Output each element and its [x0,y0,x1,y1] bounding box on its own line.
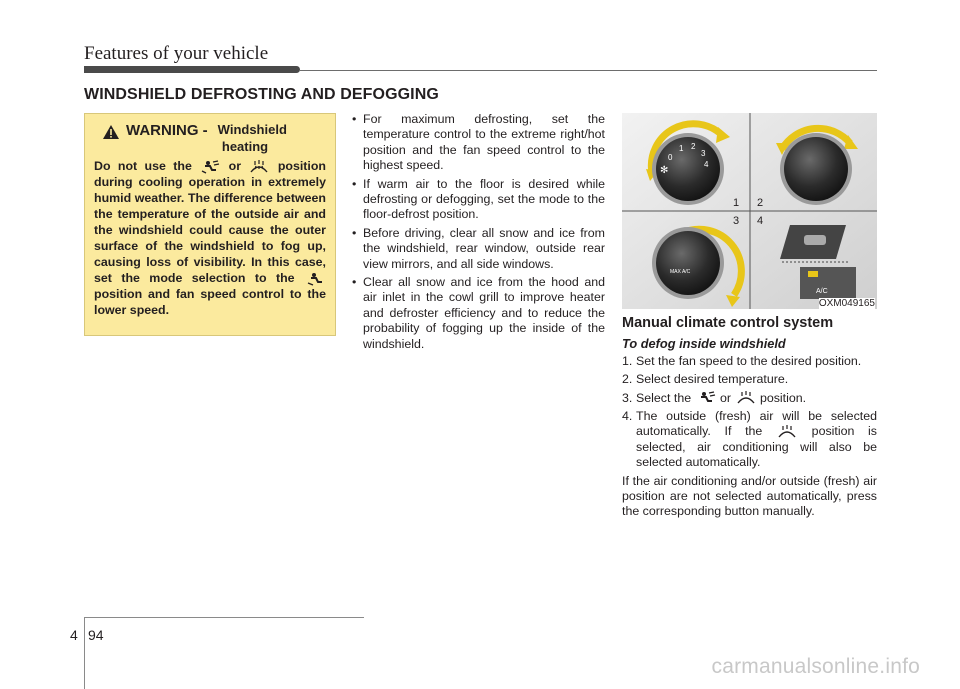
step-item [622,354,877,369]
step-text: Set the fan speed to the desired position. [636,353,862,368]
figure-label-3: 3 [733,215,740,227]
floor-defrost-icon [199,160,221,174]
defrost-icon [735,391,757,405]
defrost-icon [776,425,798,439]
floor-mode-icon [304,272,326,286]
step-number: 4. [622,409,633,424]
fan-tick: 0 [668,153,673,162]
page-number: 94 [88,627,104,643]
warning-subtitle-2: heating [221,139,269,154]
figure-label-2: 2 [757,197,764,209]
watermark: carmanualsonline.info [711,655,920,678]
step-text: or [720,390,732,405]
floor-defrost-icon [695,391,717,405]
figure-label-4: 4 [757,215,764,227]
step-text: Select desired temperature. [636,372,789,387]
recirculation-button [780,225,846,259]
bullet-item: • Clear all snow and ice from the hood and air inlet in the cowl grill to improve heater and defroster efficiency and to reduce the probability of fogging up the inside of the windshield. [352,275,605,352]
step-text: Select the [636,390,692,405]
step-number: 1. [622,353,633,368]
warning-label: WARNING - [126,122,208,139]
warning-triangle-icon [102,124,120,140]
fan-icon: ✻ [660,165,669,176]
bullet-item: • If warm air to the floor is desired while defrosting or defogging, set the mode to the floor-defrost position. [352,177,605,223]
step-item [622,372,877,387]
step-number: 2. [622,372,633,387]
header-rule [300,70,877,71]
warning-box [84,113,336,336]
bullet-item: • Before driving, clear all snow and ice from the windshield, rear window, outside rear view mirrors, and all side windows. [352,226,605,272]
warning-text-4: position and fan speed control to the lower speed. [94,287,326,317]
steps-list [622,354,877,471]
fan-tick: 3 [701,149,706,158]
manual-subheading: To defog inside windshield [622,336,786,352]
warning-text-2: or [228,159,242,173]
step-text: The outside (fresh) air will be selected automatically. If the [636,409,877,439]
bullet-list-column [352,112,605,355]
step-text: position is selected, air conditioning will also be selected automatically. [636,424,878,470]
chapter-number: 4 [70,627,78,643]
ac-button [800,267,856,299]
ac-button-label: A/C [816,288,828,295]
defrost-icon [248,160,270,174]
step-text: position. [759,390,807,405]
footer-rule-horizontal [84,617,364,618]
manual-paragraph: If the air conditioning and/or outside (fresh) air position are not selected automatically, press the corresponding button manually. [622,473,877,519]
figure-code: OXM049165 [818,298,875,309]
section-title: WINDSHIELD DEFROSTING AND DEFOGGING [84,86,439,103]
warning-subtitle-1: Windshield [217,122,287,137]
bullet-list [352,112,605,352]
header-title: Features of your vehicle [84,43,269,64]
fan-tick: 2 [691,142,696,151]
fan-tick: 1 [679,144,684,153]
warning-text-1: Do not use the [94,159,192,173]
warning-text-3: position during cooling operation in extremely humid weather. The difference between the temperature of the outside air and the windshield could cause the outer surface of the windshield to fog up, causing loss of visibility. In this case, set the mode selection to the [94,159,327,285]
warning-text [94,158,326,318]
bullet-item: • For maximum defrosting, set the temperature control to the extreme right/hot position and the fan speed control to the highest speed. [352,112,605,174]
footer-rule-vertical [84,617,85,689]
climate-control-figure [622,113,877,309]
mode-knob-label: MAX A/C [670,269,691,275]
climate-control-illustration [622,113,877,309]
step-item [622,409,877,471]
header-bar [84,66,300,73]
figure-label-1: 1 [733,197,740,209]
warning-head [102,122,326,140]
step-number: 3. [622,390,633,405]
fan-tick: 4 [704,160,709,169]
manual-climate-section [622,316,877,520]
step-item [622,391,877,406]
manual-heading: Manual climate control system [622,315,834,331]
